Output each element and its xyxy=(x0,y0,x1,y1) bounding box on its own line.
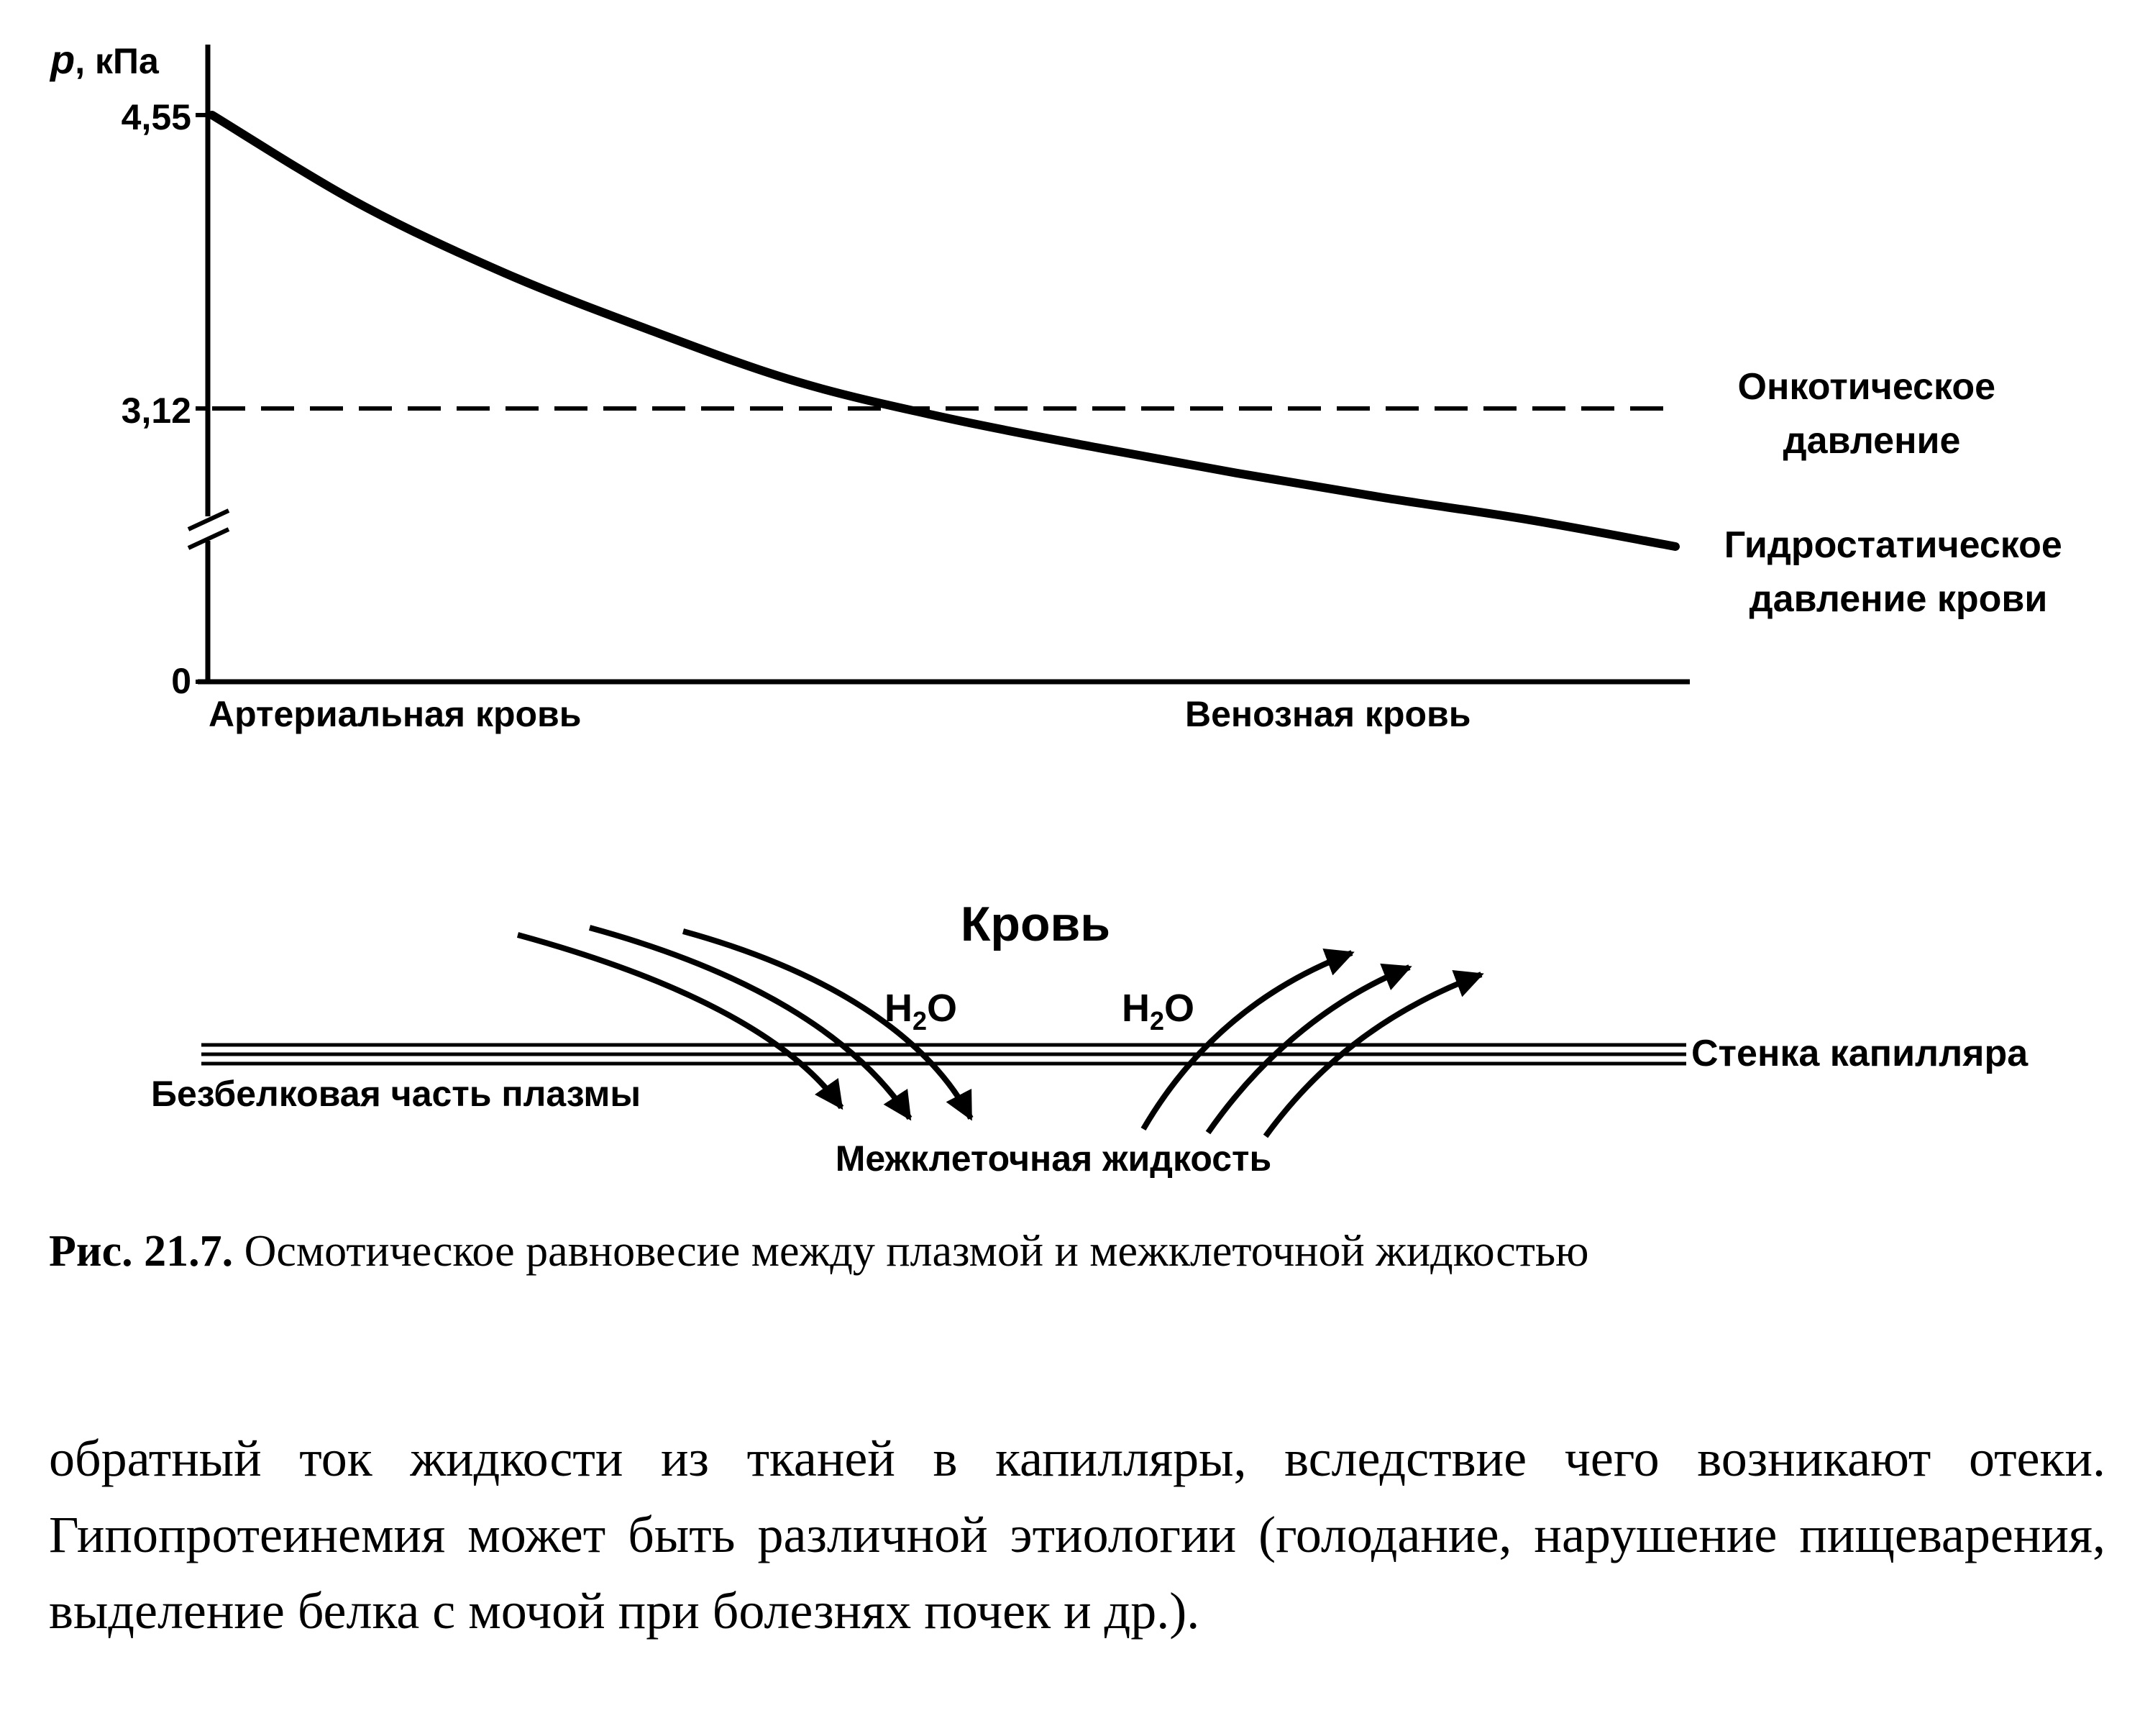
h2o-right-o: O xyxy=(1164,987,1195,1030)
h2o-right-h: H xyxy=(1122,987,1150,1030)
pressure-chart xyxy=(49,37,2072,734)
y-axis-label xyxy=(49,37,160,82)
y-tick-label-455: 4,55 xyxy=(121,97,191,137)
series-label-oncotic xyxy=(1738,366,2006,462)
series-label-hydrostatic-line1: Гидростатическое xyxy=(1724,524,2062,566)
y-tick-label-312: 3,12 xyxy=(121,390,191,431)
h2o-left-o: O xyxy=(927,987,958,1030)
body-paragraph: обратный ток жидкости из тканей в капилляры, вследствие чего возникают отеки. Гипопротеинемия может быть различной этиологии (голодание, нарушение пищеварения, выделение белка с мочой при болезнях почек и др.). xyxy=(49,1430,2105,1640)
figure-caption-text: Осмотическое равновесие между плазмой и межклеточной жидкостью xyxy=(244,1227,1589,1276)
arrow-in-1 xyxy=(1143,953,1352,1129)
diagram-label-blood: Кровь xyxy=(960,897,1111,951)
series-label-oncotic-line2: давление xyxy=(1783,420,1961,462)
label-interstitial-fluid: Межклеточная жидкость xyxy=(835,1138,1272,1179)
series-label-oncotic-line1: Онкотическое xyxy=(1737,366,1996,408)
x-label-venous: Венозная кровь xyxy=(1185,694,1471,734)
series-label-hydrostatic-line2: давление крови xyxy=(1749,578,2048,620)
h2o-right-sub: 2 xyxy=(1150,1006,1165,1036)
h2o-left-sub: 2 xyxy=(913,1006,928,1036)
arrow-in-2 xyxy=(1208,967,1409,1133)
series-label-hydrostatic xyxy=(1724,524,2073,620)
label-protein-free-plasma: Безбелковая часть плазмы xyxy=(151,1074,641,1114)
figure-caption-label: Рис. 21.7. xyxy=(49,1227,234,1276)
y-axis-variable: p xyxy=(50,37,76,82)
y-tick-label-0: 0 xyxy=(171,661,191,701)
y-axis-unit: , кПа xyxy=(75,41,159,81)
series-line-hydrostatic xyxy=(212,115,1675,547)
x-label-arterial: Артериальная кровь xyxy=(209,694,582,734)
capillary-diagram xyxy=(151,897,2029,1179)
label-capillary-wall: Стенка капилляра xyxy=(1691,1033,2029,1074)
figure-caption xyxy=(49,1223,2105,1280)
h2o-label-right xyxy=(1122,987,1194,1036)
h2o-left-h: H xyxy=(884,987,913,1030)
